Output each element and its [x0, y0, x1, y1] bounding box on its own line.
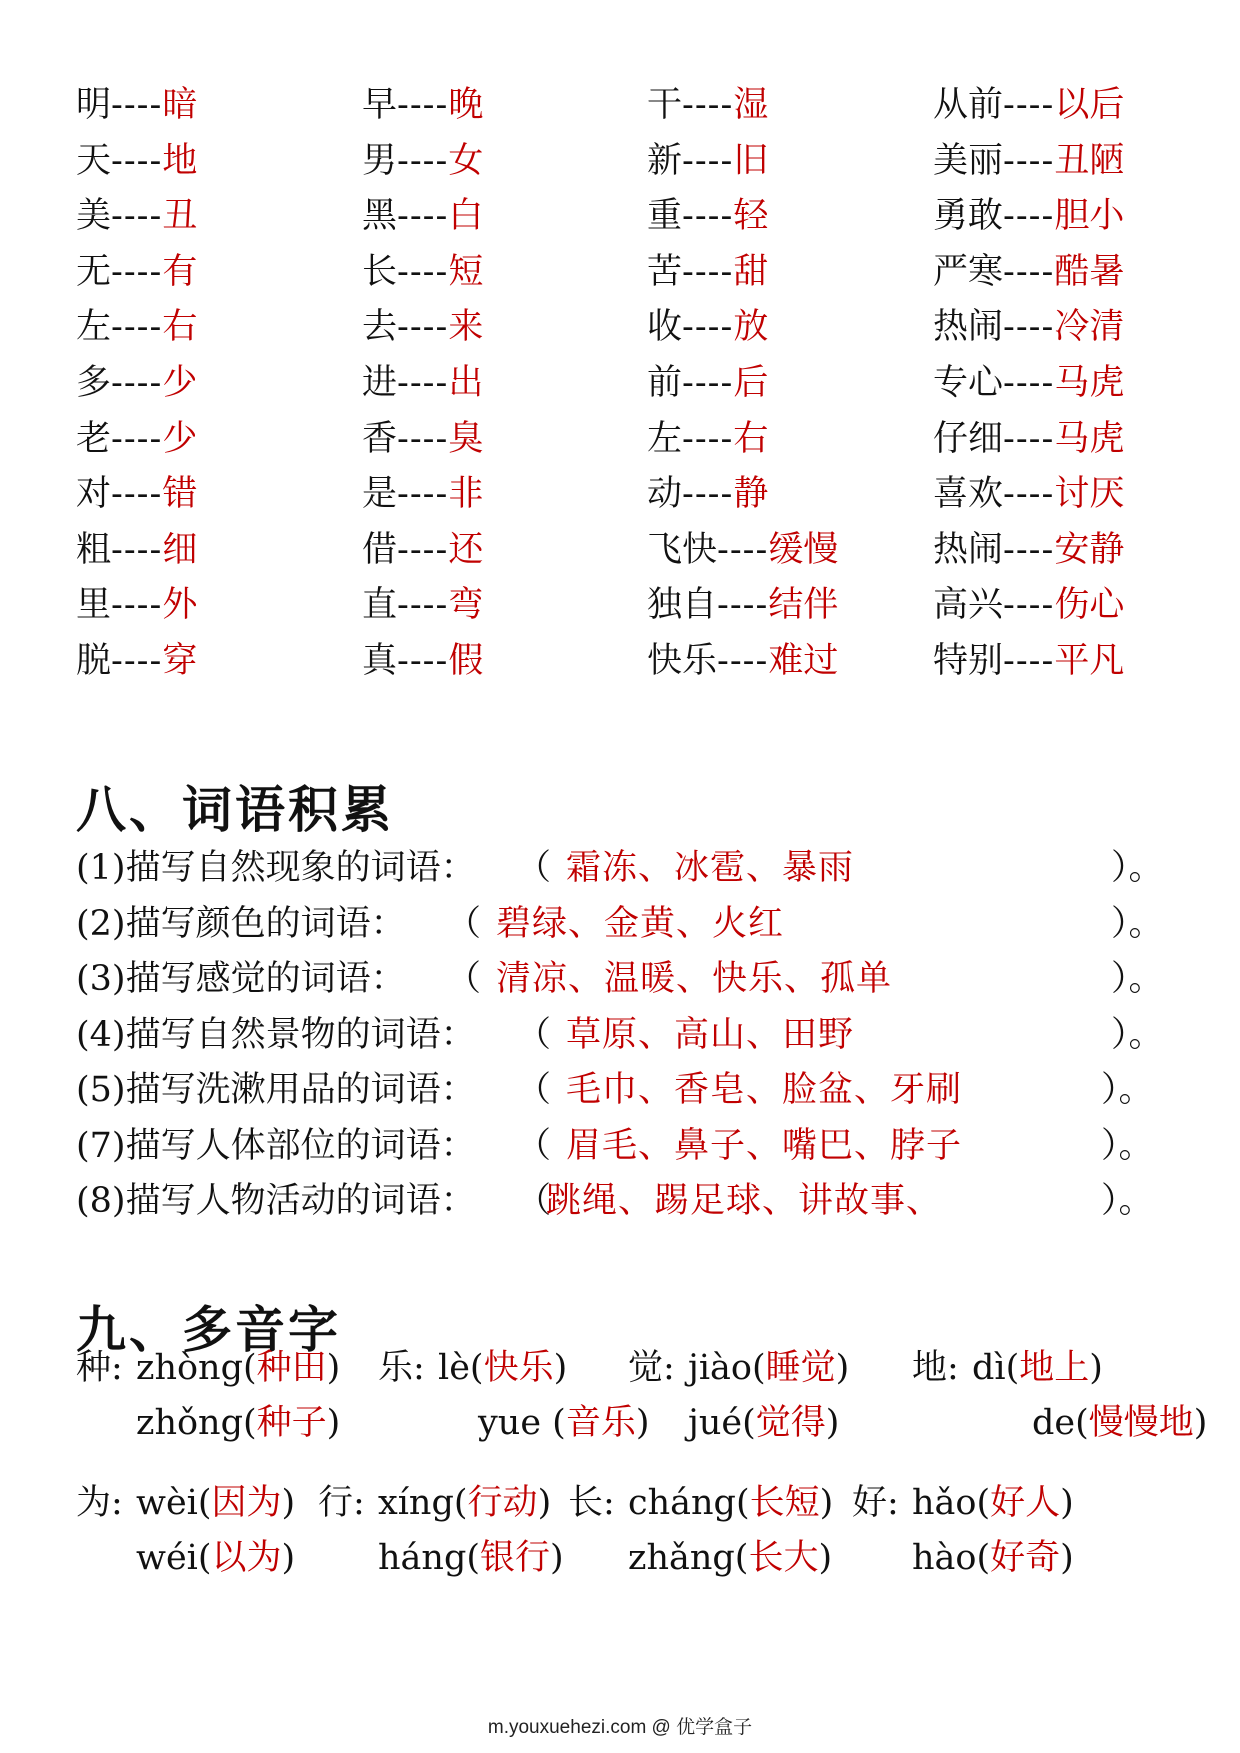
antonym-answer: 丑 [162, 196, 198, 237]
antonym-separator: ---- [682, 196, 734, 237]
antonym-separator: ---- [111, 585, 163, 626]
reading-2 [136, 1395, 340, 1451]
antonym-answer: 缓慢 [768, 529, 839, 570]
antonym-pair [362, 412, 483, 468]
antonym-answer: 胆小 [1054, 196, 1125, 237]
antonym-word: 干 [647, 85, 683, 125]
antonym-pair [362, 245, 483, 301]
antonym-row [76, 134, 1196, 190]
polyphonic-char: 乐: [378, 1348, 425, 1388]
antonym-pair [933, 412, 1124, 468]
reading-2 [628, 1530, 832, 1586]
antonym-pair [933, 245, 1124, 301]
pinyin-reading: jiào(睡觉) [688, 1348, 850, 1388]
pinyin-reading: wèi(因为) [136, 1483, 296, 1523]
antonym-answer: 以后 [1054, 85, 1125, 125]
reading-2 [912, 1530, 1074, 1586]
example-word: 种田 [256, 1348, 327, 1388]
close-paren: ）。 [1111, 1014, 1164, 1055]
example-word: 种子 [256, 1403, 327, 1443]
antonym-separator: ---- [111, 418, 163, 459]
antonym-word: 收 [647, 307, 683, 348]
reading-1 [136, 1475, 295, 1531]
item-answer: 霜冻、冰雹、暴雨 [566, 848, 855, 888]
example-word: 银行 [480, 1538, 551, 1578]
antonym-word: 粗 [76, 529, 112, 570]
word-accumulation-item [76, 1173, 1156, 1229]
antonym-word: 新 [647, 140, 683, 181]
antonym-pair [76, 189, 197, 245]
antonym-answer: 假 [448, 640, 484, 681]
antonym-pair [362, 300, 483, 356]
antonym-answer: 右 [162, 307, 198, 348]
section-8-title: 八、词语积累 [76, 780, 394, 839]
antonym-separator: ---- [682, 251, 734, 292]
word-accumulation-item [76, 1118, 1156, 1174]
antonym-answer: 地 [162, 140, 198, 181]
antonym-row [76, 412, 1196, 468]
antonym-separator: ---- [682, 474, 734, 515]
pinyin: zhǎng [628, 1538, 735, 1578]
antonym-pair [647, 578, 838, 634]
item-answer: 毛巾、香皂、脸盆、牙刷 [566, 1070, 963, 1110]
antonym-separator: ---- [397, 196, 449, 237]
open-paren: （ [516, 1014, 552, 1055]
pinyin-reading: dì(地上) [972, 1348, 1103, 1388]
antonym-separator: ---- [397, 307, 449, 348]
pinyin-reading: lè(快乐) [438, 1348, 568, 1388]
antonym-word: 勇敢 [933, 196, 1004, 237]
antonym-separator: ---- [717, 585, 769, 626]
antonym-separator: ---- [1003, 251, 1055, 292]
antonym-answer: 讨厌 [1054, 474, 1125, 515]
pinyin: zhòng [136, 1348, 243, 1388]
word-accumulation-item [76, 1062, 1156, 1118]
antonym-answer: 非 [448, 474, 484, 515]
antonym-word: 特别 [933, 640, 1004, 681]
pinyin-reading: zhòng(种田) [136, 1348, 341, 1388]
open-paren: （ [516, 1181, 552, 1221]
open-paren: （ [516, 1070, 552, 1110]
antonym-pair [362, 578, 483, 634]
antonym-pair [933, 78, 1124, 134]
example-word: 好人 [990, 1483, 1061, 1523]
close-paren: ）。 [1101, 1070, 1154, 1110]
antonym-word: 左 [647, 418, 683, 459]
antonym-pair [933, 634, 1124, 690]
antonym-word: 动 [647, 474, 683, 515]
antonym-pair [76, 412, 197, 468]
antonym-answer: 还 [448, 529, 484, 570]
polyphonic-char: 种: [76, 1348, 123, 1388]
antonym-separator: ---- [111, 140, 163, 181]
antonym-word: 飞快 [647, 529, 718, 570]
antonym-separator: ---- [397, 85, 449, 125]
pinyin: dì [972, 1348, 1006, 1388]
pinyin: yue [478, 1403, 553, 1443]
polyphonic-char: 好: [852, 1483, 899, 1523]
antonym-pair [76, 523, 197, 579]
antonym-pair [362, 523, 483, 579]
polyphonic-char: 为: [76, 1483, 123, 1523]
antonym-pair [647, 467, 768, 523]
antonym-word: 是 [362, 474, 398, 515]
pinyin-reading: wéi(以为) [136, 1538, 296, 1578]
pinyin-reading: xíng(行动) [378, 1483, 552, 1523]
antonym-answer: 细 [162, 529, 198, 570]
antonym-word: 苦 [647, 251, 683, 292]
pinyin-reading: yue (音乐) [478, 1403, 650, 1443]
antonym-word: 严寒 [933, 251, 1004, 292]
antonym-answer: 来 [448, 307, 484, 348]
antonym-pair [76, 78, 197, 134]
antonym-answer: 甜 [733, 251, 769, 292]
antonym-word: 左 [76, 307, 112, 348]
antonym-word: 天 [76, 140, 112, 181]
antonym-answer: 平凡 [1054, 640, 1125, 681]
antonym-answer: 外 [162, 585, 198, 626]
antonym-word: 专心 [933, 362, 1004, 403]
antonym-pair [362, 78, 483, 134]
antonym-word: 无 [76, 251, 112, 292]
antonym-pair [76, 134, 197, 190]
pinyin-reading: de(慢慢地) [1032, 1403, 1208, 1443]
antonym-separator: ---- [111, 307, 163, 348]
antonym-separator: ---- [397, 529, 449, 570]
antonym-separator: ---- [111, 529, 163, 570]
antonym-word: 里 [76, 585, 112, 626]
pinyin: de [1032, 1403, 1076, 1443]
item-answer: 跳绳、踢足球、讲故事、 [546, 1181, 943, 1221]
pinyin: hào [912, 1538, 977, 1578]
pinyin: wéi [136, 1538, 198, 1578]
antonym-separator: ---- [111, 640, 163, 681]
antonym-word: 脱 [76, 640, 112, 681]
item-question: (3)描写感觉的词语： [76, 959, 406, 999]
antonym-pair [362, 134, 483, 190]
antonym-answer: 短 [448, 251, 484, 292]
reading-2 [1032, 1395, 1207, 1451]
item-answer: 清凉、温暖、快乐、孤单 [496, 959, 893, 999]
pinyin: lè [438, 1348, 470, 1388]
polyphonic-char: 地: [912, 1348, 959, 1388]
antonym-word: 从前 [933, 85, 1004, 125]
pinyin: cháng [628, 1483, 736, 1523]
antonym-separator: ---- [1003, 362, 1055, 403]
item-question: (5)描写洗漱用品的词语： [76, 1070, 476, 1110]
antonym-pair [647, 523, 838, 579]
antonym-row [76, 189, 1196, 245]
reading-1 [972, 1340, 1103, 1396]
item-answer: 眉毛、鼻子、嘴巴、脖子 [566, 1125, 963, 1166]
reading-1 [688, 1340, 849, 1396]
antonym-answer: 放 [733, 307, 769, 348]
antonym-pair [933, 134, 1124, 190]
antonym-word: 仔细 [933, 418, 1004, 459]
reading-1 [136, 1340, 340, 1396]
antonym-separator: ---- [1003, 640, 1055, 681]
item-question: (8)描写人物活动的词语： [76, 1181, 476, 1221]
pinyin: jué [688, 1403, 743, 1443]
antonym-answer: 右 [733, 418, 769, 459]
example-word: 因为 [211, 1483, 282, 1523]
antonym-word: 高兴 [933, 585, 1004, 626]
antonym-separator: ---- [1003, 85, 1055, 125]
antonym-answer: 安静 [1054, 529, 1125, 570]
antonym-pair [647, 245, 768, 301]
antonym-separator: ---- [1003, 474, 1055, 515]
antonym-separator: ---- [1003, 196, 1055, 237]
footer-source: m.youxuehezi.com @ 优学盒子 [487, 1717, 753, 1738]
antonym-separator: ---- [111, 251, 163, 292]
example-word: 好奇 [990, 1538, 1061, 1578]
antonym-answer: 少 [162, 362, 198, 403]
antonym-separator: ---- [1003, 585, 1055, 626]
antonym-word: 黑 [362, 196, 398, 237]
antonym-pair [647, 634, 838, 690]
open-paren: （ [516, 1125, 552, 1166]
antonym-pair [647, 300, 768, 356]
open-paren: （ [446, 959, 482, 999]
item-answer: 碧绿、金黄、火红 [496, 903, 785, 944]
antonym-separator: ---- [682, 418, 734, 459]
antonym-row [76, 523, 1196, 579]
pinyin-reading: cháng(长短) [628, 1483, 834, 1523]
item-question: (1)描写自然现象的词语： [76, 848, 476, 888]
word-accumulation-item [76, 951, 1164, 1007]
close-paren: ）。 [1111, 959, 1164, 999]
antonym-separator: ---- [397, 251, 449, 292]
antonym-answer: 女 [448, 140, 484, 181]
antonym-word: 进 [362, 362, 398, 403]
antonym-pair [362, 356, 483, 412]
pinyin: hǎo [912, 1483, 977, 1523]
antonym-row [76, 578, 1196, 634]
antonym-answer: 白 [448, 196, 484, 237]
reading-1 [628, 1475, 833, 1531]
example-word: 长大 [748, 1538, 819, 1578]
word-accumulation-item [76, 1007, 1164, 1063]
antonym-separator: ---- [682, 140, 734, 181]
pinyin-reading: háng(银行) [378, 1538, 564, 1578]
antonym-pair [647, 189, 768, 245]
antonym-separator: ---- [397, 418, 449, 459]
antonym-word: 喜欢 [933, 474, 1004, 515]
antonym-answer: 弯 [448, 585, 484, 626]
pinyin: xíng [378, 1483, 454, 1523]
antonym-answer: 臭 [448, 418, 484, 459]
antonym-pair [76, 578, 197, 634]
antonym-row [76, 467, 1196, 523]
pinyin-reading: jué(觉得) [688, 1403, 840, 1443]
antonym-answer: 静 [733, 474, 769, 515]
antonym-word: 香 [362, 418, 398, 459]
antonym-answer: 穿 [162, 640, 198, 681]
example-word: 长短 [749, 1483, 820, 1523]
antonym-word: 多 [76, 362, 112, 403]
antonym-separator: ---- [717, 529, 769, 570]
section-9-title: 九、多音字 [76, 1300, 341, 1359]
antonym-grid [76, 78, 1196, 690]
antonym-row [76, 245, 1196, 301]
item-question: (7)描写人体部位的词语： [76, 1125, 476, 1166]
antonym-answer: 丑陋 [1054, 140, 1125, 181]
antonym-separator: ---- [397, 640, 449, 681]
close-paren: ）。 [1111, 903, 1164, 944]
antonym-separator: ---- [1003, 418, 1055, 459]
antonym-separator: ---- [1003, 140, 1055, 181]
polyphonic-char: 觉: [628, 1348, 675, 1388]
antonym-separator: ---- [682, 307, 734, 348]
antonym-separator: ---- [682, 362, 734, 403]
polyphonic-char: 行: [318, 1483, 365, 1523]
antonym-row [76, 356, 1196, 412]
item-answer: 草原、高山、田野 [566, 1014, 855, 1055]
example-word: 行动 [467, 1483, 538, 1523]
antonym-word: 美 [76, 196, 112, 237]
antonym-word: 快乐 [647, 640, 718, 681]
antonym-separator: ---- [111, 362, 163, 403]
antonym-separator: ---- [397, 585, 449, 626]
antonym-pair [362, 634, 483, 690]
antonym-word: 去 [362, 307, 398, 348]
open-paren: （ [516, 848, 552, 888]
antonym-pair [933, 189, 1124, 245]
pinyin-reading: zhǎng(长大) [628, 1538, 833, 1578]
antonym-pair [647, 134, 768, 190]
item-question: (4)描写自然景物的词语： [76, 1014, 476, 1055]
antonym-row [76, 78, 1196, 134]
antonym-pair [933, 578, 1124, 634]
antonym-answer: 有 [162, 251, 198, 292]
antonym-answer: 暗 [162, 85, 198, 125]
polyphonic-char: 长: [568, 1483, 615, 1523]
antonym-pair [76, 467, 197, 523]
pinyin: zhǒng [136, 1403, 243, 1443]
antonym-pair [933, 523, 1124, 579]
antonym-pair [362, 189, 483, 245]
antonym-pair [76, 245, 197, 301]
reading-2 [688, 1395, 839, 1451]
reading-2 [378, 1530, 564, 1586]
example-word: 慢慢地 [1088, 1403, 1194, 1443]
antonym-answer: 马虎 [1054, 418, 1125, 459]
antonym-pair [647, 356, 768, 412]
reading-1 [378, 1475, 551, 1531]
antonym-word: 热闹 [933, 529, 1004, 570]
antonym-pair [933, 467, 1124, 523]
antonym-word: 早 [362, 85, 398, 125]
pinyin-reading: zhǒng(种子) [136, 1403, 341, 1443]
antonym-separator: ---- [111, 85, 163, 125]
antonym-answer: 旧 [733, 140, 769, 181]
open-paren: （ [446, 903, 482, 944]
antonym-separator: ---- [1003, 529, 1055, 570]
close-paren: ）。 [1101, 1181, 1154, 1221]
pinyin: jiào [688, 1348, 752, 1388]
reading-1 [912, 1475, 1074, 1531]
example-word: 睡觉 [765, 1348, 836, 1388]
antonym-word: 老 [76, 418, 112, 459]
example-word: 以为 [211, 1538, 282, 1578]
antonym-pair [76, 356, 197, 412]
antonym-separator: ---- [397, 362, 449, 403]
example-word: 地上 [1019, 1348, 1090, 1388]
antonym-answer: 结伴 [768, 585, 839, 626]
pinyin-reading: hǎo(好人) [912, 1483, 1074, 1523]
reading-1 [438, 1340, 567, 1396]
antonym-separator: ---- [717, 640, 769, 681]
antonym-pair [362, 467, 483, 523]
pinyin: háng [378, 1538, 467, 1578]
antonym-answer: 马虎 [1054, 362, 1125, 403]
antonym-separator: ---- [1003, 307, 1055, 348]
antonym-separator: ---- [397, 140, 449, 181]
pinyin-reading: hào(好奇) [912, 1538, 1074, 1578]
antonym-pair [933, 356, 1124, 412]
antonym-pair [933, 300, 1124, 356]
antonym-word: 男 [362, 140, 398, 181]
antonym-separator: ---- [111, 474, 163, 515]
word-accumulation-item [76, 896, 1164, 952]
word-accumulation-item [76, 840, 1164, 896]
close-paren: ）。 [1111, 848, 1164, 888]
example-word: 快乐 [483, 1348, 554, 1388]
antonym-row [76, 634, 1196, 690]
antonym-separator: ---- [111, 196, 163, 237]
antonym-word: 独自 [647, 585, 718, 626]
antonym-answer: 湿 [733, 85, 769, 125]
antonym-word: 对 [76, 474, 112, 515]
item-question: (2)描写颜色的词语： [76, 903, 406, 944]
antonym-word: 热闹 [933, 307, 1004, 348]
antonym-answer: 错 [162, 474, 198, 515]
antonym-answer: 出 [448, 362, 484, 403]
antonym-answer: 酷暑 [1054, 251, 1125, 292]
example-word: 觉得 [755, 1403, 826, 1443]
antonym-answer: 伤心 [1054, 585, 1125, 626]
antonym-word: 明 [76, 85, 112, 125]
antonym-pair [76, 300, 197, 356]
antonym-word: 直 [362, 585, 398, 626]
reading-2 [478, 1395, 649, 1451]
antonym-word: 借 [362, 529, 398, 570]
antonym-answer: 轻 [733, 196, 769, 237]
antonym-answer: 难过 [768, 640, 839, 681]
antonym-pair [76, 634, 197, 690]
antonym-separator: ---- [682, 85, 734, 125]
example-word: 音乐 [565, 1403, 636, 1443]
antonym-word: 前 [647, 362, 683, 403]
antonym-pair [647, 78, 768, 134]
antonym-row [76, 300, 1196, 356]
pinyin: wèi [136, 1483, 198, 1523]
antonym-word: 重 [647, 196, 683, 237]
antonym-word: 长 [362, 251, 398, 292]
antonym-answer: 后 [733, 362, 769, 403]
antonym-answer: 晚 [448, 85, 484, 125]
close-paren: ）。 [1101, 1125, 1154, 1166]
antonym-word: 真 [362, 640, 398, 681]
antonym-word: 美丽 [933, 140, 1004, 181]
antonym-answer: 少 [162, 418, 198, 459]
reading-2 [136, 1530, 295, 1586]
antonym-answer: 冷清 [1054, 307, 1125, 348]
antonym-pair [647, 412, 768, 468]
antonym-separator: ---- [397, 474, 449, 515]
